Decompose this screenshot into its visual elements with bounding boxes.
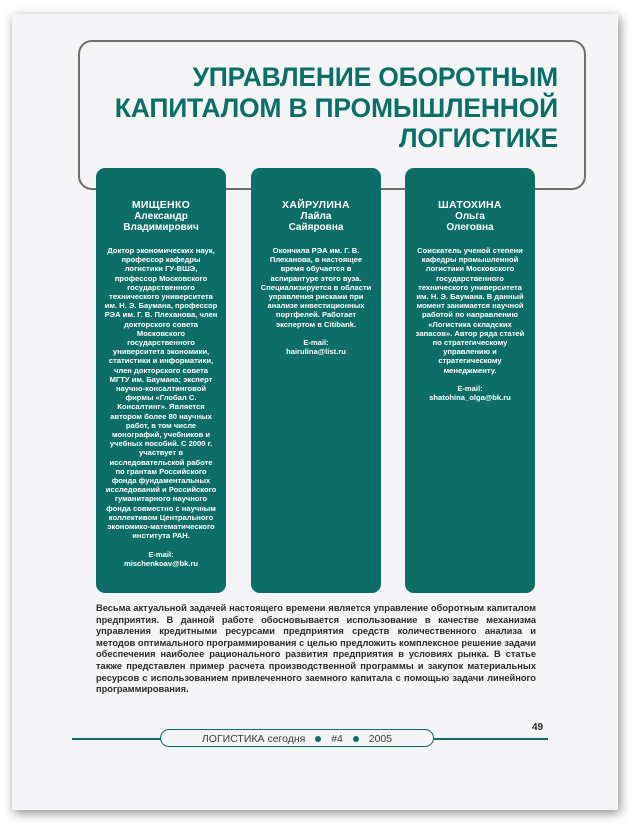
bullet-dot-icon [353,736,359,742]
journal-suffix: сегодня [267,733,306,745]
author-bio: Соискатель ученой степени кафедры промышленной логистики Московского государственного технического университета им. Н. Э. Баумана. В данный момент занимается научной работой по направлению «Логистика складских запасов». Автор ряда статей по стратегическому управлению и стратегическому менеджменту. [415,246,525,375]
article-abstract: Весьма актуальной задачей настоящего времени является управление оборотным капиталом предприятия. В данной работе обосновывается использование в качестве механизма управления кредитными ресурсами предприятия средств количественного анализа и методов оптимального программирования с целью предложить комплексное решение задачи обеспечения наиболее рационального развития предприятия в условиях рынка. В статье также представлен пример расчета производственной программы и закупок материальных ресурсов с использованием привлеченного заемного капитала с помощью задачи линейного программирования. [96,603,536,695]
author-bio: Доктор экономических наук, профессор кафедры логистики ГУ-ВШЭ, профессор Московского государственного технического университета им. Н. Э. Баумана, профессор РЭА им. Г. В. Плеханова, член докторского совета Московского государственного университета экономики, статистики и информатики, член докторского совета МГТУ им. Баумана; эксперт научно-консалтинговой фирмы «Глобал С. Консалтинг». Является автором более 80 научных работ, в том числе монографий, учебников и учебных пособий. С 2000 г. участвует в исследовательской работе по грантам Российского фонда фундаментальных исследований и Российского гуманитарного научного фонда совместно с научным коллективом Центрального экономико-математического института РАН. [104,246,218,541]
author-patronymic: Олеговна [446,222,494,233]
issue-number: #4 [331,733,343,745]
author-surname: ШАТОХИНА [438,199,502,211]
email-label: E-mail: [148,549,174,559]
author-email[interactable]: shatohina_olga@bk.ru [429,393,511,403]
author-surname: ХАЙРУЛИНА [282,199,350,211]
email-label: E-mail: [303,337,329,347]
author-card [251,168,381,593]
author-surname: МИЩЕНКО [131,199,191,211]
author-patronymic: Сайяровна [288,222,344,233]
author-first-name: Лайла [300,211,332,222]
title-line: УПРАВЛЕНИЕ ОБОРОТНЫМ [192,62,558,92]
bullet-dot-icon [315,736,321,742]
author-first-name: Ольга [455,211,485,222]
email-label: E-mail: [457,383,483,393]
author-card [405,168,535,593]
author-card [96,168,226,593]
author-first-name: Александр [134,211,188,222]
title-line: ЛОГИСТИКЕ [398,123,558,153]
author-bio: Окончила РЭА им. Г. В. Плеханова, в настоящее время обучается в аспирантуре этого вуза. Специализируется в области управления рисками при анализе инвестиционных портфелей. Работает экспертом в Citibank. [260,246,372,329]
title-line: КАПИТАЛОМ В ПРОМЫШЛЕННОЙ [114,92,558,123]
author-email[interactable]: mischenkoav@bk.ru [123,558,199,568]
page-number: 49 [532,722,544,733]
journal-name: ЛОГИСТИКА [201,733,265,745]
footer-issue-info [160,729,434,747]
author-patronymic: Владимирович [123,222,199,233]
article-title [88,62,558,154]
author-email[interactable]: hairulina@list.ru [286,347,346,357]
issue-year: 2005 [368,733,393,745]
